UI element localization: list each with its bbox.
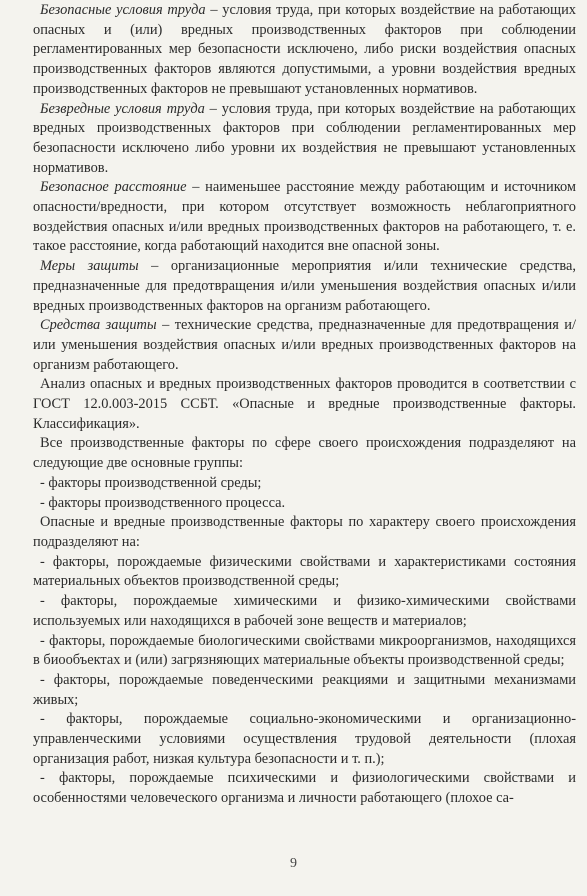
list-item-chemical-factors: - факторы, порождаемые химическими и физико-химическими свойствами используемых или находящихся в рабочей зоне веществ и материалов; (33, 593, 576, 629)
list-item-physical-factors: - факторы, порождаемые физическими свойствами и характеристиками состояния материальных объектов производственной среды; (33, 553, 576, 590)
paragraph-protection-measures (33, 257, 576, 316)
term-harmless-conditions: Безвредные условия труда (40, 100, 205, 117)
list-item-biological-factors: - факторы, порождаемые биологическими свойствами микроорганизмов, находящихся в биообъектах и (или) загрязняющих материальные объекты производственной среды; (33, 632, 576, 669)
term-protection-measures: Меры защиты (40, 258, 139, 275)
definition-safe-conditions: – условия труда, при которых воздействие на работающих опасных и (или) вредных производственных факторов при соблюдении регламентированных мер безопасности исключено, либо риски воздействия опасных производственных факторов являются допустимыми, а уровни воздействия вредных производственных факторов не превышают установленных нормативов. (33, 2, 576, 97)
list-item-behavioral-factors: - факторы, порождаемые поведенческими реакциями и защитными механизмами живых; (33, 671, 576, 708)
paragraph-factor-groups: Все производственные факторы по сфере своего происхождения подразделяют на следующие две основные группы: (33, 435, 576, 472)
term-safe-distance: Безопасное расстояние (40, 179, 187, 196)
body-text (33, 0, 576, 809)
list-item-process-factors: - факторы производственного процесса. (40, 494, 286, 511)
paragraph-safe-distance (33, 178, 576, 257)
definition-safe-distance: – наименьшее расстояние между работающим и источником опасности/вредности, при котором отсутствует возможность неблагоприятного воздействия опасных и/или вредных производственных факторов на работающего, т. е. такое расстояние, когда работающий находится вне опасной зоны. (33, 179, 576, 255)
paragraph-gost-analysis: Анализ опасных и вредных производственных факторов проводится в соответствии с ГОСТ 12.0.003-2015 ССБТ. «Опасные и вредные производственные факторы. Классификация». (33, 376, 576, 432)
definition-protection-measures: – организационные мероприятия и/или технические средства, предназначенные для предотвращения и/или уменьшения воздействия опасных и/или вредных производственных факторов на организм работающего. (33, 258, 577, 314)
term-safe-conditions: Безопасные условия труда (40, 2, 206, 18)
paragraph-origin-classification: Опасные и вредные производственные факторы по характеру своего происхождения подразделяют на: (33, 514, 576, 550)
definition-harmless-conditions: – условия труда, при которых воздействие на работающих вредных производственных факторов при соблюдении регламентированных мер безопасности исключено либо уровни их воздействия не превышают установленных нормативов. (33, 100, 576, 176)
paragraph-protection-means (33, 316, 576, 375)
definition-protection-means: – технические средства, предназначенные для предотвращения и/или уменьшения воздействия опасных и/или вредных производственных факторов на организм работающего. (33, 317, 576, 373)
paragraph-safe-conditions (33, 1, 576, 100)
paragraph-harmless-conditions (33, 100, 576, 179)
term-protection-means: Средства защиты (40, 317, 157, 334)
page-number: 9 (290, 856, 297, 871)
list-item-socioeconomic-factors: - факторы, порождаемые социально-экономическими и организационно-управленческими условиями осуществления трудовой деятельности (плохая организация работ, низкая культура безопасности и т. п.); (33, 711, 576, 767)
list-item-environment-factors: - факторы производственной среды; (40, 474, 262, 491)
list-item-psychophysiological-factors: - факторы, порождаемые психическими и физиологическими свойствами и особенностями человеческого организма и личности работающего (плохое са- (33, 770, 576, 807)
